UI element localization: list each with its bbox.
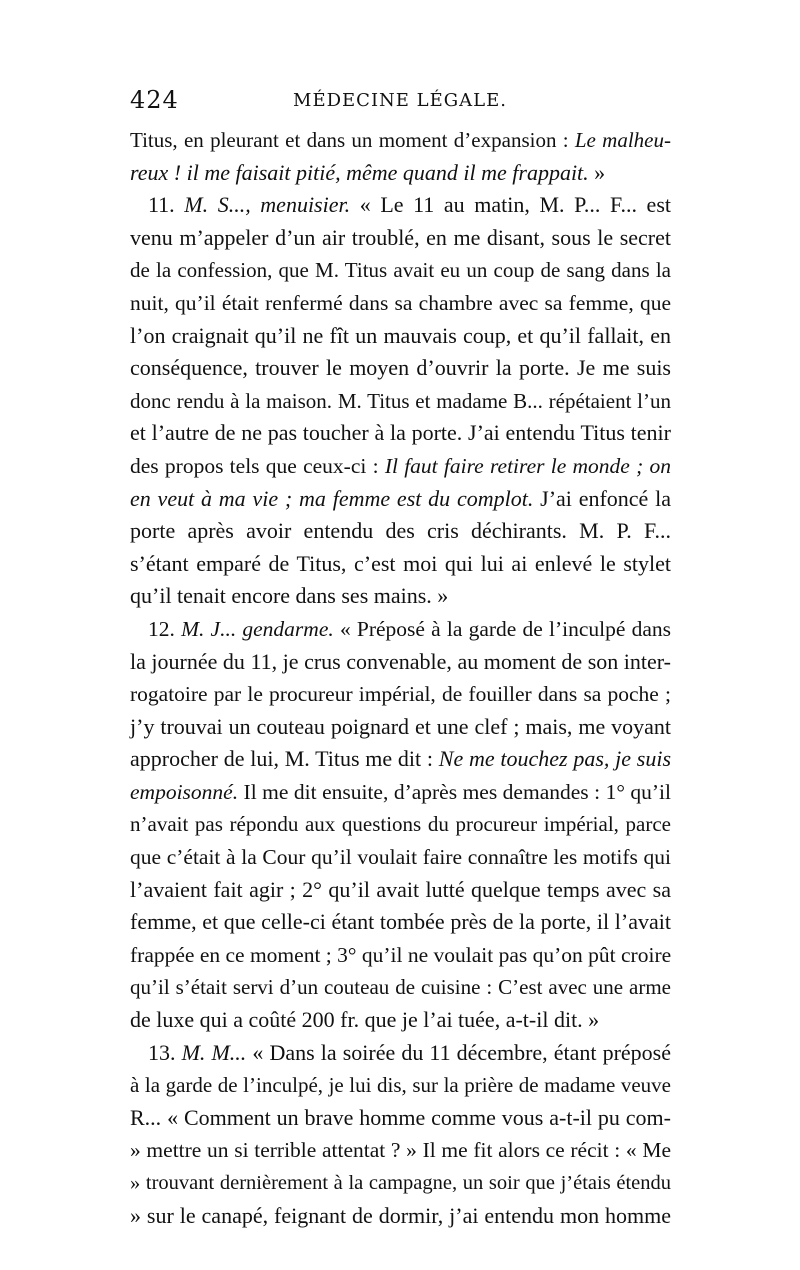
text-line <box>130 1167 671 1200</box>
italic-text: M. S..., menuisier. <box>184 192 351 218</box>
text-line <box>130 906 671 939</box>
text-segment: « Préposé à la garde de l’inculpé dans <box>333 616 671 641</box>
text-segment: nuit, qu’il était renfermé dans sa chambre avec sa femme, que <box>130 290 671 315</box>
text-segment: Il me dit ensuite, d’après mes demandes : 1° qu’il <box>238 779 671 804</box>
text-segment: » sur le canapé, feignant de dormir, j’ai entendu mon homme <box>130 1202 671 1228</box>
text-segment: approcher de lui, M. Titus me dit : <box>130 746 439 772</box>
text-line <box>130 1069 671 1102</box>
text-segment: l’on craignait qu’il ne fît un mauvais coup, et qu’il fallait, en <box>130 322 671 348</box>
text-segment: J’ai enfoncé la <box>533 485 671 511</box>
italic-text: M. J... gendarme. <box>181 616 334 641</box>
text-segment: qu’il s’était servi d’un couteau de cuisine : C’est avec une arme <box>130 975 671 1000</box>
italic-text: Ne me touchez pas, je suis <box>438 746 672 772</box>
text-segment: » mettre un si terrible attentat ? » Il me fit alors ce récit : « Me <box>130 1138 671 1163</box>
text-segment: et l’autre de ne pas toucher à la porte. J’ai entendu Titus tenir <box>130 420 671 446</box>
text-line <box>130 580 671 613</box>
text-line <box>130 287 671 320</box>
text-segment: conséquence, trouver le moyen d’ouvrir la porte. Je me suis <box>130 355 671 381</box>
text-segment: » <box>588 159 606 185</box>
text-line <box>130 874 671 907</box>
body-text <box>130 124 671 1232</box>
text-segment: que c’était à la Cour qu’il voulait faire connaître les motifs qui <box>130 845 671 870</box>
text-segment: l’avaient fait agir ; 2° qu’il avait lutté quelque temps avec sa <box>130 876 671 902</box>
text-segment: 13. <box>148 1039 182 1065</box>
text-segment: R... « Comment un brave homme comme vous a-t-il pu com- <box>130 1104 671 1130</box>
text-segment: donc rendu à la maison. M. Titus et madame B... répétaient l’un <box>130 388 671 413</box>
text-segment: 12. <box>148 616 182 641</box>
text-line <box>130 222 671 255</box>
text-segment: la journée du 11, je crus convenable, au moment de son inter- <box>130 648 671 674</box>
text-line <box>130 808 671 841</box>
text-segment: » trouvant dernièrement à la campagne, un soir que j’étais étendu <box>130 1172 671 1194</box>
text-segment: de la confession, que M. Titus avait eu un coup de sang dans la <box>130 258 671 283</box>
text-segment: des propos tels que ceux-ci : <box>130 453 385 478</box>
text-segment: à la garde de l’inculpé, je lui dis, sur la prière de madame veuve <box>130 1073 671 1098</box>
text-line <box>130 385 671 418</box>
text-segment: Titus, en pleurant et dans un moment d’expansion : <box>130 128 575 152</box>
text-segment: porte après avoir entendu des cris déchirants. M. P. F... <box>130 518 671 544</box>
italic-text: en veut à ma vie ; ma femme est du complot. <box>130 485 534 511</box>
text-segment: venu m’appeler d’un air troublé, en me disant, sous le secret <box>130 224 671 250</box>
text-line <box>130 417 671 450</box>
text-segment: 11. <box>148 192 185 218</box>
text-segment: n’avait pas répondu aux questions du procureur impérial, parce <box>130 812 671 837</box>
text-line <box>130 1037 671 1070</box>
text-segment: rogatoire par le procureur impérial, de fouiller dans sa poche ; <box>130 682 671 707</box>
running-title: MÉDECINE LÉGALE. <box>293 90 507 111</box>
text-line <box>130 613 671 646</box>
page-header <box>130 86 670 120</box>
text-segment: femme, et que celle-ci étant tombée près de la porte, il l’avait <box>130 909 671 935</box>
text-line <box>130 646 671 679</box>
text-line <box>130 1004 671 1037</box>
text-line <box>130 548 671 581</box>
text-line <box>130 1200 671 1233</box>
text-line <box>130 841 671 874</box>
italic-text: M. M... <box>181 1039 247 1065</box>
text-line <box>130 254 671 287</box>
text-line <box>130 1102 671 1135</box>
text-line <box>130 678 671 711</box>
text-line <box>130 124 671 157</box>
text-segment: « Dans la soirée du 11 décembre, étant préposé <box>246 1039 671 1065</box>
text-line <box>130 352 671 385</box>
text-segment: s’étant emparé de Titus, c’est moi qui lui ai enlevé le stylet <box>130 550 671 576</box>
italic-text: reux ! il me faisait pitié, même quand il me frappait. <box>130 159 589 185</box>
text-line <box>130 450 671 483</box>
text-line <box>130 743 671 776</box>
text-line <box>130 939 671 972</box>
page-number: 424 <box>130 86 179 114</box>
text-line <box>130 515 671 548</box>
text-segment: qu’il tenait encore dans ses mains. » <box>130 583 449 609</box>
italic-text: Il faut faire retirer le monde ; on <box>384 453 671 478</box>
text-line <box>130 971 671 1004</box>
text-line <box>130 776 671 809</box>
text-line <box>130 320 671 353</box>
text-segment: de luxe qui a coûté 200 fr. que je l’ai tuée, a-t-il dit. » <box>130 1007 600 1033</box>
text-line <box>130 1134 671 1167</box>
text-segment: « Le 11 au matin, M. P... F... est <box>350 192 671 218</box>
italic-text: Le malheu- <box>574 128 671 152</box>
text-segment: frappée en ce moment ; 3° qu’il ne voulait pas qu’on pût croire <box>130 942 672 967</box>
text-line <box>130 189 671 222</box>
text-segment: j’y trouvai un couteau poignard et une clef ; mais, me voyant <box>130 713 671 739</box>
italic-text: empoisonné. <box>130 779 239 804</box>
text-line <box>130 711 671 744</box>
text-line <box>130 157 671 190</box>
text-line <box>130 483 671 516</box>
